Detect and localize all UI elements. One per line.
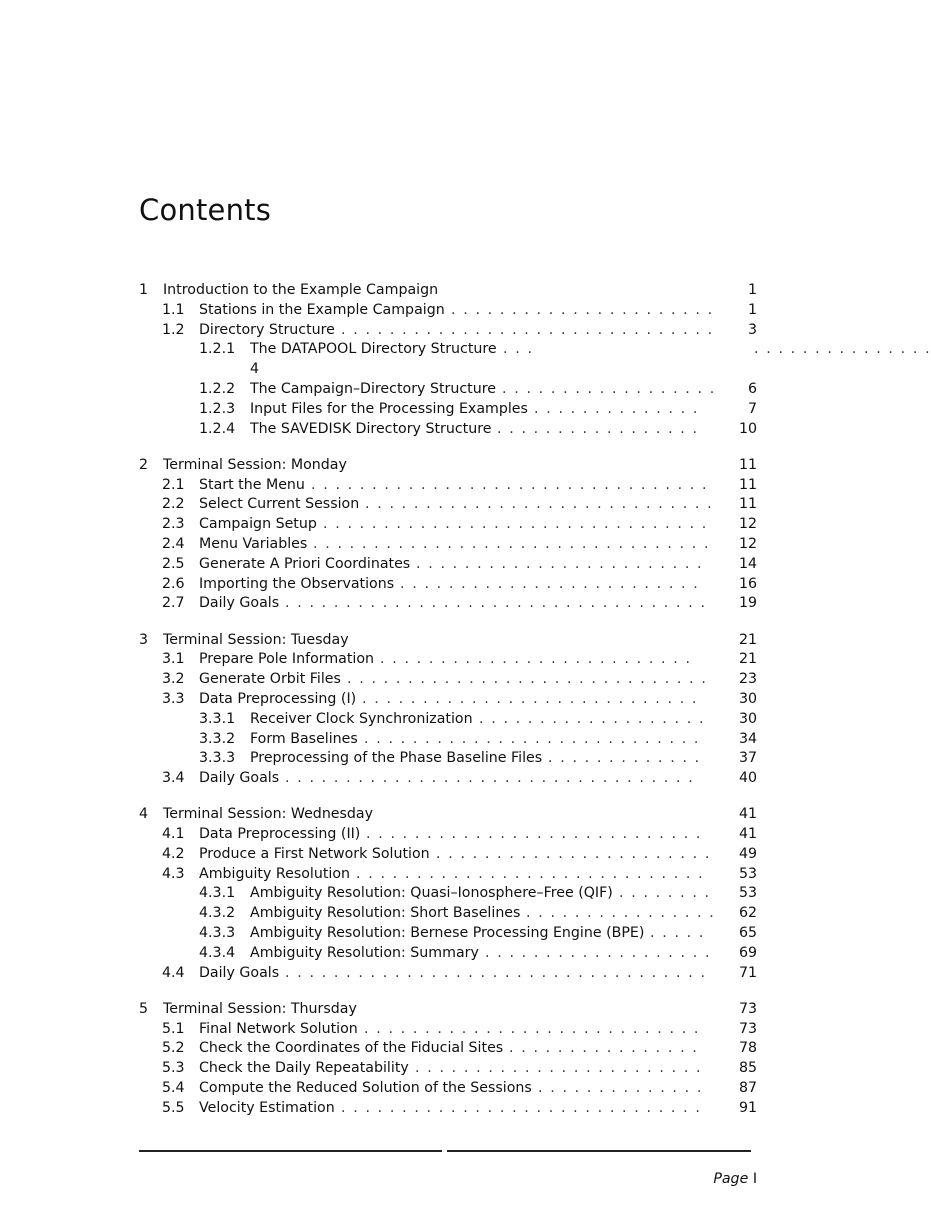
toc-leader-dots: . . . . . . . . . . . . . . . . . . . . . . . . . . . . . . . . <box>323 516 708 533</box>
toc-number: 3.4 <box>162 770 185 787</box>
toc-number: 3.3.1 <box>199 710 236 727</box>
toc-leader-dots: . . . . . . . . <box>619 885 711 902</box>
toc-section[interactable] <box>139 594 868 614</box>
toc-number: 5.5 <box>162 1099 185 1116</box>
toc-chapter[interactable] <box>139 1000 868 1020</box>
toc-label: Terminal Session: Tuesday <box>163 631 349 648</box>
toc-subsection[interactable] <box>139 400 868 420</box>
toc-number: 1.2 <box>162 321 185 338</box>
toc-page-number: 71 <box>738 964 757 981</box>
toc-page-number: 87 <box>738 1080 757 1097</box>
toc-page-number: 30 <box>738 710 757 727</box>
toc-page-number: 11 <box>738 456 757 473</box>
footer-rule-left <box>139 1150 442 1152</box>
toc-section[interactable] <box>139 321 868 341</box>
toc-label: Prepare Pole Information <box>199 651 375 668</box>
toc-section[interactable] <box>139 555 868 575</box>
toc-leader-dots: . . . . . . . . . . . . . <box>548 750 701 767</box>
toc-label: Ambiguity Resolution: Short Baselines <box>250 905 521 922</box>
toc-label: Terminal Session: Wednesday <box>163 806 374 823</box>
toc-number: 3.3.3 <box>199 750 236 767</box>
page-word: Page <box>713 1171 749 1187</box>
toc-page-number: 40 <box>738 770 757 787</box>
toc-chapter[interactable] <box>139 281 868 301</box>
toc-label: Data Preprocessing (II) <box>199 826 361 843</box>
toc-leader-dots: . . . . . . . . . . . . . . . . . . . . . . . . . . . . . . . . . . . <box>285 595 707 612</box>
toc-section[interactable] <box>139 1059 868 1079</box>
toc-number: 2.4 <box>162 535 185 552</box>
toc-page-number: 65 <box>738 925 757 942</box>
toc-section[interactable] <box>139 301 868 321</box>
toc-subsection[interactable] <box>139 710 868 730</box>
toc-leader-dots: . . . . . . . . . . . . . . . . . . . . . . . <box>436 845 711 862</box>
toc-page-number: 10 <box>738 420 757 437</box>
toc-chapter[interactable] <box>139 805 868 825</box>
toc-leader-dots: . . . . . . . . . . . . . . . . . . . . . . . . . . . . . . . . . <box>311 476 709 493</box>
toc-label: Daily Goals <box>199 770 280 787</box>
toc-label: Daily Goals <box>199 595 280 612</box>
toc-chapter[interactable] <box>139 631 868 651</box>
toc-number: 5 <box>139 1000 149 1017</box>
toc-page-number: 11 <box>738 476 757 493</box>
toc-leader-dots: . . . . . . . . . . . . . . . . . . . . . . . . <box>416 555 704 572</box>
toc-leader-dots: . . . . . . . . . . . . . . <box>534 400 699 417</box>
toc-page-number: 19 <box>738 595 757 612</box>
toc-number: 1.2.3 <box>199 400 236 417</box>
toc-leader-dots: . . . . . . . . . . . . . . <box>538 1080 703 1097</box>
toc-label: Terminal Session: Monday <box>163 456 347 473</box>
toc-section[interactable] <box>139 535 868 555</box>
toc-section[interactable] <box>139 865 868 885</box>
toc-leader-dots: . . . . . . . . . . . . . . . . . . . . . . . . . . . . . <box>365 496 714 513</box>
toc-page-number: 53 <box>738 885 757 902</box>
toc-label: Daily Goals <box>199 964 280 981</box>
toc-subsection[interactable] <box>139 924 868 944</box>
toc-number: 1.2.4 <box>199 420 236 437</box>
toc-label: The SAVEDISK Directory Structure <box>250 420 492 437</box>
toc-label: Produce a First Network Solution <box>199 845 430 862</box>
toc-number: 4.1 <box>162 826 185 843</box>
toc-section[interactable] <box>139 825 868 845</box>
toc-label: Introduction to the Example Campaign <box>163 282 439 298</box>
toc-number: 1.1 <box>162 301 185 318</box>
toc-leader-dots: . . . . . . . . . . . . . . . . . . . . . . . . . . . . . . . . . <box>313 535 711 552</box>
toc-page-number: 49 <box>738 845 757 862</box>
toc-page-number: 69 <box>738 944 757 961</box>
toc-label: Ambiguity Resolution: Quasi–Ionosphere–Free (QIF) <box>250 885 613 902</box>
toc-number: 5.2 <box>162 1040 185 1057</box>
toc-page-number: 23 <box>738 671 757 688</box>
toc-number: 2.6 <box>162 575 185 592</box>
toc-number: 1.2.1 <box>199 341 236 358</box>
toc-leader-dots: . . . <box>503 341 534 358</box>
toc-label: Receiver Clock Synchronization <box>250 710 473 727</box>
toc-leader-dots-overflow: . . . . . . . . . . . . . . . <box>754 341 931 358</box>
toc-section[interactable] <box>139 495 868 515</box>
toc-page-number: 78 <box>738 1040 757 1057</box>
toc-page-number: 3 <box>747 321 757 338</box>
toc-section[interactable] <box>139 1079 868 1099</box>
toc-leader-dots: . . . . . . . . . . . . . . . . . . . . . . . . <box>415 1060 703 1077</box>
toc-number: 4.3.2 <box>199 905 236 922</box>
toc-number: 3.3.2 <box>199 730 236 747</box>
toc-page-number: 34 <box>738 730 757 747</box>
toc-page-number: 4 <box>250 361 260 378</box>
toc-number: 2.3 <box>162 516 185 533</box>
toc-page-number: 73 <box>738 1020 757 1037</box>
toc-subsection[interactable] <box>139 420 868 440</box>
toc-page-number: 12 <box>738 535 757 552</box>
toc-leader-dots: . . . . . . . . . . . . . . . . . . . . . . . . . . . . . . . . . . . <box>285 964 707 981</box>
toc-subsection[interactable] <box>139 340 931 360</box>
toc-section[interactable] <box>139 1020 868 1040</box>
toc-label: Preprocessing of the Phase Baseline Files <box>250 750 543 767</box>
toc-leader-dots: . . . . . . . . . . . . . . . . . . . . . . . . . . <box>380 651 692 668</box>
toc-section[interactable] <box>139 690 868 710</box>
toc-label: Directory Structure <box>199 321 335 338</box>
toc-leader-dots: . . . . . . . . . . . . . . . . . . . . . . . . . . . . . . . <box>341 321 714 338</box>
toc-label: Ambiguity Resolution <box>199 865 351 882</box>
toc-number: 2 <box>139 456 149 473</box>
toc-label: Start the Menu <box>199 476 305 493</box>
toc-page-number: 53 <box>738 865 757 882</box>
toc-leader-dots: . . . . . . . . . . . . . . . . . <box>497 420 699 437</box>
toc-leader-dots: . . . . . . . . . . . . . . . . . . . . . . . . . . . . . <box>356 865 705 882</box>
toc-section[interactable] <box>139 1099 868 1119</box>
toc-label: Generate Orbit Files <box>199 671 341 688</box>
toc-label: Final Network Solution <box>199 1020 358 1037</box>
toc-number: 3 <box>139 631 149 648</box>
toc-number: 5.3 <box>162 1060 185 1077</box>
toc-section[interactable] <box>139 964 868 984</box>
toc-leader-dots: . . . . . . . . . . . . . . . . . . . . . . . . . . . . <box>364 730 701 747</box>
toc-number: 4.3 <box>162 865 185 882</box>
toc-label: Velocity Estimation <box>199 1099 335 1116</box>
toc-section[interactable] <box>139 1039 868 1059</box>
toc-page-number: 11 <box>738 496 757 513</box>
toc-label: Form Baselines <box>250 730 358 747</box>
toc-section[interactable] <box>139 670 868 690</box>
toc-page-number: 21 <box>738 651 757 668</box>
toc-label: Importing the Observations <box>199 575 395 592</box>
toc-page-number: 37 <box>738 750 757 767</box>
toc-subsection[interactable] <box>139 944 868 964</box>
toc-section[interactable] <box>139 769 868 789</box>
toc-number: 4.3.1 <box>199 885 236 902</box>
toc-leader-dots: . . . . . . . . . . . . . . . . . . . <box>485 944 712 961</box>
toc-label: Ambiguity Resolution: Bernese Processing Engine (BPE) <box>250 925 645 942</box>
toc-label: The Campaign–Directory Structure <box>250 380 496 397</box>
toc-leader-dots: . . . . . . . . . . . . . . . . . . . . . . . . . . . . <box>364 1020 701 1037</box>
toc-label: Campaign Setup <box>199 516 317 533</box>
toc-label: Terminal Session: Thursday <box>163 1000 357 1017</box>
toc-page-number: 21 <box>738 631 757 648</box>
toc-leader-dots: . . . . . . . . . . . . . . . . . . . . . . . . . <box>400 575 700 592</box>
toc-label: Compute the Reduced Solution of the Sessions <box>199 1080 532 1097</box>
toc-leader-dots: . . . . . <box>650 925 705 942</box>
toc-number: 2.5 <box>162 555 185 572</box>
toc-leader-dots: . . . . . . . . . . . . . . . . . . . . . . . . . . . . . . <box>341 1099 702 1116</box>
toc-page-number: 41 <box>738 806 757 823</box>
toc-number: 1 <box>139 282 149 298</box>
toc-number: 2.1 <box>162 476 185 493</box>
toc-number: 3.3 <box>162 690 185 707</box>
toc-subsection[interactable] <box>139 730 868 750</box>
page-number: I <box>752 1171 757 1187</box>
toc-leader-dots: . . . . . . . . . . . . . . . . . . . <box>479 710 706 727</box>
toc-leader-dots: . . . . . . . . . . . . . . . . . . <box>502 380 716 397</box>
toc-leader-dots: . . . . . . . . . . . . . . . . <box>509 1040 699 1057</box>
toc-chapter[interactable] <box>139 456 868 476</box>
toc-page-number: 12 <box>738 516 757 533</box>
toc-page-number: 91 <box>738 1099 757 1116</box>
toc-label: Generate A Priori Coordinates <box>199 555 411 572</box>
toc-label: Ambiguity Resolution: Summary <box>250 944 479 961</box>
toc-leader-dots: . . . . . . . . . . . . . . . . . . . . . . . . . . . . . . . . . . <box>285 770 695 787</box>
toc-number: 2.7 <box>162 595 185 612</box>
toc-number: 4.3.3 <box>199 925 236 942</box>
toc-section[interactable] <box>139 575 868 595</box>
toc-section[interactable] <box>139 650 868 670</box>
toc-leader-dots: . . . . . . . . . . . . . . . . . . . . . . . . . . . . <box>366 826 703 843</box>
toc-leader-dots: . . . . . . . . . . . . . . . . . . . . . . . . . . . . <box>362 690 699 707</box>
table-of-contents <box>139 281 931 1119</box>
toc-page-number: 7 <box>747 400 757 417</box>
toc-page-number: 6 <box>747 380 757 397</box>
toc-leader-dots: . . . . . . . . . . . . . . . . <box>526 905 716 922</box>
toc-leader-dots: . . . . . . . . . . . . . . . . . . . . . . . . . . . . . . <box>347 671 708 688</box>
toc-page-number: 73 <box>738 1000 757 1017</box>
toc-number: 4.4 <box>162 964 185 981</box>
toc-number: 4.3.4 <box>199 944 236 961</box>
toc-number: 1.2.2 <box>199 380 236 397</box>
footer-rule-right <box>447 1150 751 1152</box>
toc-page-number: 14 <box>738 555 757 572</box>
toc-leader-dots: . . . . . . . . . . . . . . . . . . . . . . <box>451 301 714 318</box>
toc-page-number: 41 <box>738 826 757 843</box>
toc-label: Input Files for the Processing Examples <box>250 400 528 417</box>
toc-section[interactable] <box>139 845 868 865</box>
toc-label: Check the Daily Repeatability <box>199 1060 409 1077</box>
toc-section[interactable] <box>139 476 868 496</box>
toc-page-number: 1 <box>747 301 757 318</box>
toc-number: 3.2 <box>162 671 185 688</box>
toc-subsection[interactable] <box>139 884 868 904</box>
toc-page-number: 30 <box>738 690 757 707</box>
page-footer <box>713 1171 757 1187</box>
toc-subsection[interactable] <box>139 749 868 769</box>
toc-label: Select Current Session <box>199 496 360 513</box>
toc-label: The DATAPOOL Directory Structure <box>250 341 497 358</box>
toc-page-number: 62 <box>738 905 757 922</box>
toc-number: 2.2 <box>162 496 185 513</box>
toc-number: 5.4 <box>162 1080 185 1097</box>
toc-label: Stations in the Example Campaign <box>199 301 445 318</box>
toc-section[interactable] <box>139 515 868 535</box>
toc-number: 4 <box>139 806 149 823</box>
toc-subsection[interactable] <box>139 380 868 400</box>
toc-page-number: 16 <box>738 575 757 592</box>
page-title: Contents <box>139 193 272 227</box>
toc-subsection[interactable] <box>139 904 868 924</box>
toc-wrapped-page[interactable] <box>139 360 868 380</box>
toc-page-number: 85 <box>738 1060 757 1077</box>
toc-label: Menu Variables <box>199 535 308 552</box>
toc-number: 4.2 <box>162 845 185 862</box>
toc-page-number: 1 <box>747 282 757 298</box>
toc-number: 5.1 <box>162 1020 185 1037</box>
toc-number: 3.1 <box>162 651 185 668</box>
toc-label: Data Preprocessing (I) <box>199 690 357 707</box>
toc-label: Check the Coordinates of the Fiducial Sites <box>199 1040 504 1057</box>
